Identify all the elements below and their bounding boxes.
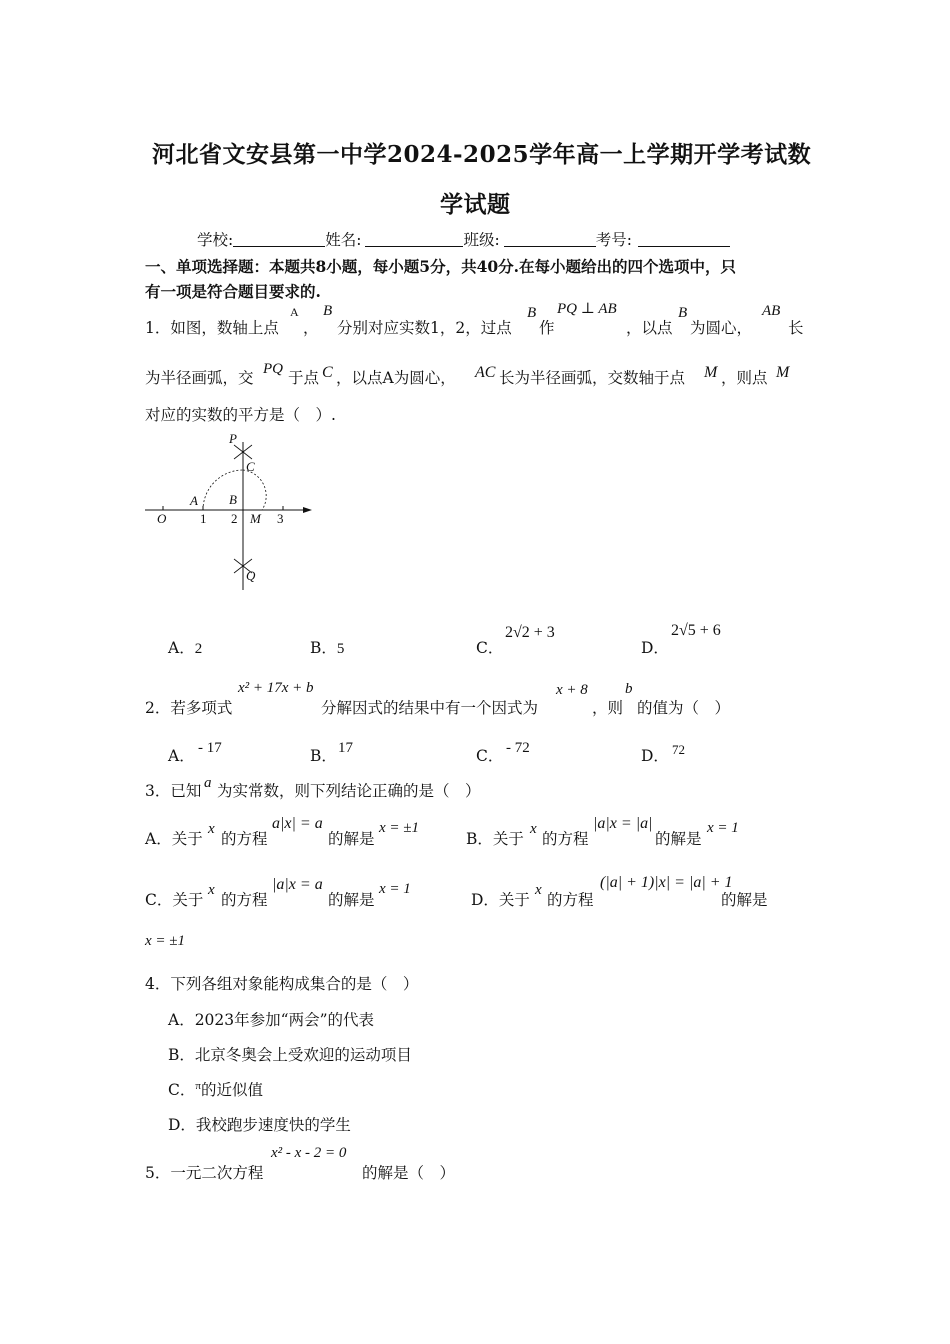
q1-option-d-label[interactable]: D． [641, 639, 669, 657]
school-blank[interactable] [233, 232, 325, 247]
q1-comma: ， [303, 319, 319, 337]
q4-stem: 4．下列各组对象能构成集合的是（ ） [145, 975, 419, 993]
q3-option-c-x: x [208, 882, 215, 898]
q1-text-3: 作 [539, 319, 555, 337]
q3-option-b-solution: x = 1 [707, 820, 739, 836]
q1-ab: AB [762, 303, 781, 319]
q2-option-c-value: - 72 [506, 740, 530, 756]
class-blank[interactable] [504, 232, 596, 247]
q2-text-1: 2．若多项式 [145, 699, 233, 717]
q3-option-d-equation: (|a| + 1)|x| = |a| + 1 [600, 874, 733, 891]
q1-line2-b: 于点 [288, 369, 320, 387]
q1-pq: PQ [263, 361, 283, 377]
q1-text-5: 为圆心， [690, 319, 753, 337]
label-o: O [157, 511, 167, 526]
page-title-line1: 河北省文安县第一中学2024-2025学年高一上学期开学考试数 [152, 141, 812, 168]
q1-text-2: 分别对应实数1，2，过点 [337, 319, 512, 337]
id-blank[interactable] [638, 232, 730, 247]
id-label: 考号: [595, 231, 632, 249]
page-title-line2: 学试题 [440, 191, 511, 218]
name-label: 姓名: [325, 231, 362, 249]
q3-option-b-sol-label: 的解是 [655, 830, 702, 848]
number-line-figure [140, 428, 320, 593]
q1-option-b-label: B． [310, 639, 337, 657]
info-line [197, 228, 730, 250]
q3-option-a-solution: x = ±1 [379, 820, 420, 836]
q3-option-b-mid: 的方程 [542, 830, 589, 848]
q2-factor: x + 8 [556, 682, 588, 698]
q3-option-d-solution: x = ±1 [145, 933, 186, 949]
axis-arrow [303, 507, 312, 513]
q3-text-2: 为实常数，则下列结论正确的是（ ） [217, 782, 481, 800]
q1-point-b3: B [678, 305, 688, 321]
q2-var-b: b [625, 681, 633, 697]
q4-option-c-label: C． [168, 1081, 196, 1099]
q1-ac: AC [475, 364, 496, 381]
q3-option-d-x: x [535, 882, 542, 898]
q1-line2-e: ，则点 [721, 369, 768, 387]
q3-option-d-mid: 的方程 [547, 891, 594, 909]
q2-text-3: ，则 [592, 699, 624, 717]
q3-option-d-label[interactable]: D．关于 [471, 891, 530, 909]
q1-line3: 对应的实数的平方是（ ）. [145, 406, 336, 424]
q1-line2-c: ，以点A为圆心， [336, 369, 456, 387]
q1-text-6: 长 [788, 319, 804, 337]
tick-label-3: 3 [277, 511, 284, 526]
q4-option-c-pi: π [195, 1080, 201, 1092]
q4-option-b[interactable]: B．北京冬奥会上受欢迎的运动项目 [168, 1046, 412, 1064]
q4-option-c[interactable] [168, 1078, 263, 1100]
q1-option-b-value: 5 [336, 641, 345, 657]
q4-option-d[interactable]: D．我校跑步速度快的学生 [168, 1116, 351, 1134]
arc-to-m [243, 470, 266, 510]
q1-option-c-value: 2√2 + 3 [505, 624, 555, 641]
q2-option-a-value: - 17 [198, 740, 222, 756]
q2-option-d-label[interactable]: D． [641, 747, 669, 765]
label-q: Q [246, 568, 256, 583]
q1-text-4: ，以点 [626, 319, 673, 337]
q5-text-1: 5．一元二次方程 [145, 1164, 264, 1182]
q1-option-a[interactable] [168, 636, 202, 658]
q1-point-a: A [290, 305, 299, 319]
q1-point-c: C [322, 364, 333, 381]
q3-text-1: 3．已知 [145, 782, 202, 800]
q3-option-a-equation: a|x| = a [272, 815, 323, 832]
q3-option-c-sol-label: 的解是 [328, 891, 375, 909]
q1-line2-d: 长为半径画弧，交数轴于点 [499, 369, 686, 387]
q3-option-b-label[interactable]: B．关于 [466, 830, 524, 848]
q2-polynomial: x² + 17x + b [238, 680, 314, 696]
q3-option-c-label[interactable]: C．关于 [145, 891, 204, 909]
class-label: 班级: [463, 231, 500, 249]
q1-point-m: M [704, 364, 718, 381]
tick-label-2: 2 [231, 511, 238, 526]
q3-option-a-x: x [208, 821, 215, 837]
q1-point-b2: B [527, 305, 537, 321]
q2-option-b-label[interactable]: B． [310, 747, 337, 765]
school-label: 学校: [197, 231, 234, 249]
label-c: C [246, 459, 255, 474]
q3-option-a-mid: 的方程 [221, 830, 268, 848]
q2-text-4: 的值为（ ） [637, 699, 731, 717]
q1-option-d-value: 2√5 + 6 [671, 622, 721, 639]
q1-line2-a: 为半径画弧，交 [145, 369, 254, 387]
label-b: B [229, 492, 237, 507]
section-heading-line2: 有一项是符合题目要求的. [145, 282, 321, 301]
q1-option-b[interactable] [310, 636, 344, 658]
q3-option-c-solution: x = 1 [379, 881, 411, 897]
arc-from-a [203, 470, 243, 510]
name-blank[interactable] [365, 232, 463, 247]
q2-text-2: 分解因式的结果中有一个因式为 [321, 699, 539, 717]
q1-point-m2: M [776, 364, 790, 381]
q1-perp-expr: PQ ⊥ AB [557, 301, 617, 317]
q3-option-a-label[interactable]: A．关于 [145, 830, 203, 848]
q3-option-a-sol-label: 的解是 [328, 830, 375, 848]
q2-option-c-label[interactable]: C． [476, 747, 504, 765]
q2-option-a-label[interactable]: A． [168, 747, 195, 765]
q2-option-d-value: 72 [672, 742, 685, 757]
q3-option-b-equation: |a|x = |a| [593, 815, 653, 832]
q1-option-a-value: 2 [194, 641, 203, 657]
q1-option-a-label: A． [168, 639, 195, 657]
tick-label-1: 1 [200, 511, 207, 526]
q3-option-c-mid: 的方程 [221, 891, 268, 909]
q1-text-1: 1．如图，数轴上点 [145, 319, 279, 337]
q4-option-c-text: 的近似值 [200, 1081, 263, 1099]
label-p: P [229, 431, 237, 446]
q3-option-b-x: x [530, 821, 537, 837]
label-m: M [250, 511, 261, 526]
q1-option-c-label[interactable]: C． [476, 639, 504, 657]
q3-option-d-sol-label: 的解是 [721, 891, 768, 909]
label-a: A [190, 493, 198, 508]
q5-text-2: 的解是（ ） [362, 1164, 456, 1182]
q4-option-a[interactable]: A．2023年参加“两会”的代表 [168, 1011, 374, 1029]
q3-option-c-equation: |a|x = a [272, 876, 323, 893]
q1-point-b: B [323, 303, 333, 319]
section-heading-line1: 一、单项选择题：本题共8小题，每小题5分，共40分.在每小题给出的四个选项中，只 [145, 257, 737, 276]
q2-option-b-value: 17 [338, 740, 353, 756]
q5-equation: x² - x - 2 = 0 [271, 1145, 347, 1161]
q3-var-a: a [204, 775, 212, 791]
